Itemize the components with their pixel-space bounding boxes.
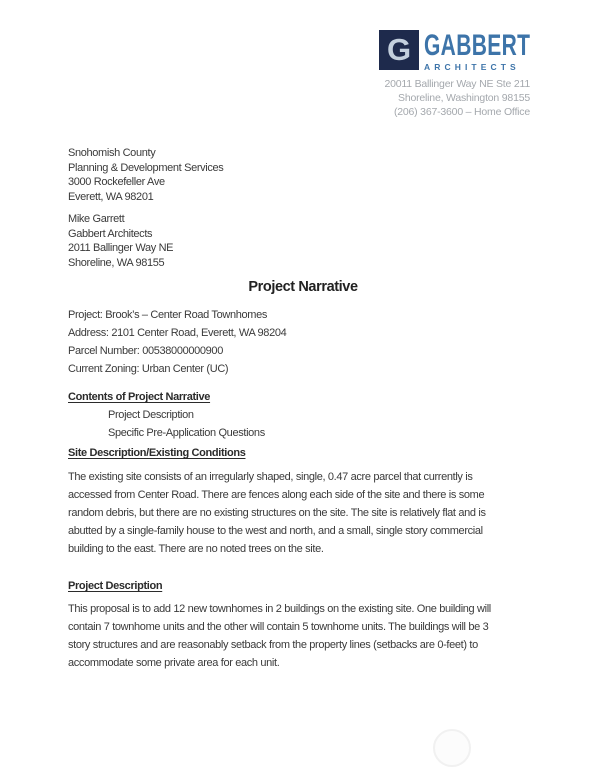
document-title: Project Narrative [248, 279, 358, 295]
document-body [68, 146, 538, 672]
contents-item-project-description: Project Description [108, 409, 194, 421]
logo-text [424, 30, 530, 72]
company-name: GABBERT [424, 29, 531, 62]
company-logo [379, 30, 530, 72]
sender-address-block: Mike Garrett Gabbert Architects 2011 Ballinger Way NE Shoreline, WA 98155 [68, 213, 174, 269]
letterhead [379, 30, 530, 119]
watermark-circle [433, 729, 471, 767]
project-description-paragraph: This proposal is to add 12 new townhomes in 2 buildings on the existing site. One building will contain 7 townhome units and the other will contain 5 townhome units. The buildings will be 3 story structures and are reasonably setback from the property lines (setbacks are 0-feet) to accommodate some private area for each unit. [68, 603, 491, 669]
company-tagline: ARCHITECTS [424, 62, 520, 72]
site-description-section [68, 447, 538, 558]
project-description-section [68, 580, 538, 672]
site-description-paragraph: The existing site consists of an irregularly shaped, single, 0.47 acre parcel that currently is accessed from Center Road. There are fences along each side of the site and there is some random debris, but there are no existing structures on the site. The site is relatively flat and is abutted by a single-family house to the west and north, and a small, single story commercial building to the east. There are no noted trees on the site. [68, 471, 486, 555]
recipient-address-block: Snohomish County Planning & Development Services 3000 Rockefeller Ave Everett, WA 98201 [68, 147, 224, 203]
company-address: 20011 Ballinger Way NE Ste 211 Shoreline, Washington 98155 (206) 367-3600 – Home Office [384, 78, 530, 118]
contents-block [68, 388, 538, 442]
project-details: Project: Brook’s – Center Road Townhomes Address: 2101 Center Road, Everett, WA 98204 Parcel Number: 00538000000900 Current Zoning: Urban Center (UC) [68, 309, 287, 375]
contents-item-preapplication-questions: Specific Pre-Application Questions [108, 427, 265, 439]
logo-monogram-icon: G [379, 30, 419, 70]
site-description-heading: Site Description/Existing Conditions [68, 447, 246, 459]
contents-heading: Contents of Project Narrative [68, 391, 211, 403]
project-description-heading: Project Description [68, 580, 163, 592]
